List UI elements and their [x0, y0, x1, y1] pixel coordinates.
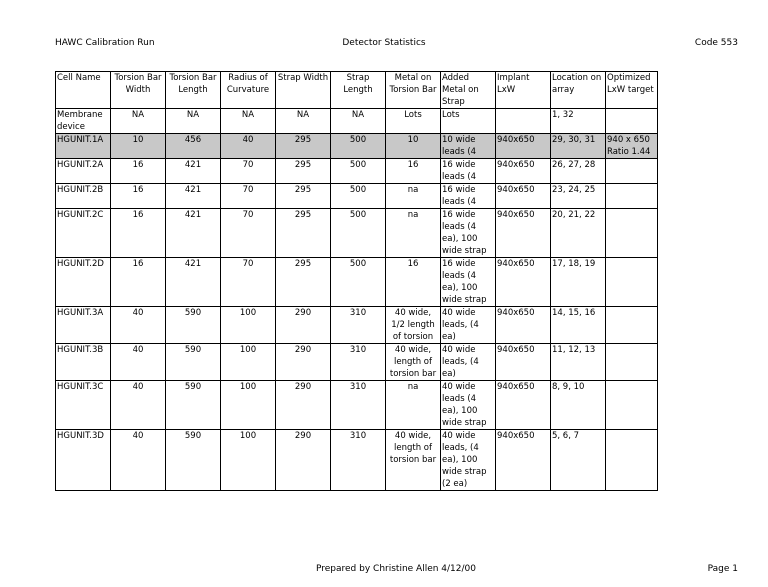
table-cell	[496, 109, 551, 134]
table-cell: HGUNIT.3D	[56, 430, 111, 491]
table-cell: 16 wide leads (4 ea), 100 wide strap	[441, 258, 496, 307]
table-cell: 14, 15, 16	[551, 307, 606, 344]
table-cell: Lots	[386, 109, 441, 134]
table-cell: 940x650	[496, 307, 551, 344]
column-header: Optimized LxW target	[606, 72, 658, 109]
table-cell: NA	[166, 109, 221, 134]
table-cell: 100	[221, 344, 276, 381]
table-cell: 40	[111, 307, 166, 344]
table-cell: 16 wide leads (4 ea), 100 wide strap	[441, 209, 496, 258]
table-cell: na	[386, 209, 441, 258]
table-cell: 290	[276, 430, 331, 491]
column-header: Added Metal on Strap	[441, 72, 496, 109]
column-header: Strap Length	[331, 72, 386, 109]
table-cell: 16	[111, 184, 166, 209]
table-row	[56, 109, 658, 134]
table-cell	[606, 209, 658, 258]
table-cell: 295	[276, 134, 331, 159]
prepared-by: Prepared by Christine Allen 4/12/00	[315, 564, 476, 574]
table-header-row	[56, 72, 658, 109]
table-cell: 421	[166, 159, 221, 184]
table-cell: 290	[276, 307, 331, 344]
column-header: Torsion Bar Length	[166, 72, 221, 109]
table-cell: HGUNIT.1A	[56, 134, 111, 159]
table-cell	[606, 159, 658, 184]
table-cell: 10	[386, 134, 441, 159]
table-cell: 11, 12, 13	[551, 344, 606, 381]
table-cell: 100	[221, 381, 276, 430]
table-cell: HGUNIT.3B	[56, 344, 111, 381]
table-cell: 10	[111, 134, 166, 159]
table-cell: 310	[331, 307, 386, 344]
table-cell: 310	[331, 344, 386, 381]
page-heading: Detector Statistics	[342, 38, 426, 48]
table-cell: 590	[166, 307, 221, 344]
table-cell: 70	[221, 184, 276, 209]
table-cell: 590	[166, 430, 221, 491]
table-cell: 310	[331, 430, 386, 491]
table-cell: 940x650	[496, 381, 551, 430]
table-cell: 940x650	[496, 430, 551, 491]
table-cell: 500	[331, 134, 386, 159]
table-cell: 16	[111, 159, 166, 184]
table-cell: 310	[331, 381, 386, 430]
table-cell: 70	[221, 159, 276, 184]
table-cell: HGUNIT.2A	[56, 159, 111, 184]
table-cell: Lots	[441, 109, 496, 134]
table-cell: 23, 24, 25	[551, 184, 606, 209]
table-cell: 70	[221, 209, 276, 258]
column-header: Radius of Curvature	[221, 72, 276, 109]
table-row	[56, 307, 658, 344]
table-cell: 40	[111, 344, 166, 381]
table-cell: 290	[276, 381, 331, 430]
detector-statistics-table	[55, 71, 658, 491]
table-cell: HGUNIT.2C	[56, 209, 111, 258]
table-cell: 421	[166, 209, 221, 258]
table-cell: 295	[276, 209, 331, 258]
table-body	[56, 109, 658, 491]
table-cell: HGUNIT.2B	[56, 184, 111, 209]
table-cell: NA	[111, 109, 166, 134]
table-cell: 421	[166, 258, 221, 307]
table-cell: NA	[221, 109, 276, 134]
table-row	[56, 430, 658, 491]
table-cell: 100	[221, 430, 276, 491]
table-cell: 16 wide leads (4	[441, 184, 496, 209]
table-cell: 456	[166, 134, 221, 159]
table-cell	[606, 344, 658, 381]
table-cell: 940 x 650 Ratio 1.44	[606, 134, 658, 159]
column-header: Cell Name	[56, 72, 111, 109]
column-header: Strap Width	[276, 72, 331, 109]
table-cell: 40 wide leads (4 ea), 100 wide strap	[441, 381, 496, 430]
column-header: Location on array	[551, 72, 606, 109]
table-cell: 40 wide leads, (4 ea)	[441, 307, 496, 344]
table-cell: 5, 6, 7	[551, 430, 606, 491]
table-row	[56, 209, 658, 258]
document-code: Code 553	[694, 38, 738, 48]
table-cell: HGUNIT.2D	[56, 258, 111, 307]
table-cell: 29, 30, 31	[551, 134, 606, 159]
table-cell: HGUNIT.3C	[56, 381, 111, 430]
table-cell: 40	[221, 134, 276, 159]
table-cell: 940x650	[496, 159, 551, 184]
column-header: Metal on Torsion Bar	[386, 72, 441, 109]
table-cell: 16	[386, 159, 441, 184]
table-cell: 100	[221, 307, 276, 344]
table-cell: Membrane device	[56, 109, 111, 134]
table-row	[56, 258, 658, 307]
table-cell: 295	[276, 184, 331, 209]
table-cell: 16	[111, 258, 166, 307]
table-cell: 940x650	[496, 258, 551, 307]
table-cell: 590	[166, 381, 221, 430]
table-cell	[606, 258, 658, 307]
table-row	[56, 184, 658, 209]
document-title: HAWC Calibration Run	[55, 38, 155, 48]
table-cell: 40	[111, 430, 166, 491]
table-cell: 500	[331, 159, 386, 184]
page-number: Page 1	[707, 564, 738, 574]
table-cell: 40 wide, length of torsion bar	[386, 344, 441, 381]
table-cell: 40 wide, 1/2 length of torsion	[386, 307, 441, 344]
column-header: Implant LxW	[496, 72, 551, 109]
table-row	[56, 344, 658, 381]
table-cell: HGUNIT.3A	[56, 307, 111, 344]
table-row	[56, 159, 658, 184]
table-cell: 16	[386, 258, 441, 307]
table-cell: 8, 9, 10	[551, 381, 606, 430]
table-cell: 1, 32	[551, 109, 606, 134]
table-cell: 295	[276, 159, 331, 184]
table-cell: na	[386, 381, 441, 430]
table-cell: 10 wide leads (4	[441, 134, 496, 159]
table-cell: 16	[111, 209, 166, 258]
table-cell: 26, 27, 28	[551, 159, 606, 184]
table-cell	[606, 430, 658, 491]
table-cell: 290	[276, 344, 331, 381]
table-cell: 421	[166, 184, 221, 209]
table-cell: 16 wide leads (4	[441, 159, 496, 184]
table-cell: na	[386, 184, 441, 209]
table-cell	[606, 307, 658, 344]
table-cell	[606, 381, 658, 430]
table-cell: 940x650	[496, 134, 551, 159]
table-cell	[606, 184, 658, 209]
table-cell: 17, 18, 19	[551, 258, 606, 307]
column-header: Torsion Bar Width	[111, 72, 166, 109]
table-cell: NA	[276, 109, 331, 134]
table-row	[56, 381, 658, 430]
table-cell: 500	[331, 258, 386, 307]
table-cell: 940x650	[496, 209, 551, 258]
table-cell: 590	[166, 344, 221, 381]
table-cell: 40 wide leads, (4 ea)	[441, 344, 496, 381]
table-cell: 20, 21, 22	[551, 209, 606, 258]
table-row	[56, 134, 658, 159]
table-cell: 295	[276, 258, 331, 307]
table-cell: 40 wide, length of torsion bar	[386, 430, 441, 491]
table-cell: 70	[221, 258, 276, 307]
table-cell: 500	[331, 184, 386, 209]
table-cell: 40	[111, 381, 166, 430]
table-cell: 40 wide leads, (4 ea), 100 wide strap (2 ea)	[441, 430, 496, 491]
table-cell	[606, 109, 658, 134]
table-cell: NA	[331, 109, 386, 134]
table-cell: 940x650	[496, 184, 551, 209]
table-cell: 500	[331, 209, 386, 258]
table-cell: 940x650	[496, 344, 551, 381]
